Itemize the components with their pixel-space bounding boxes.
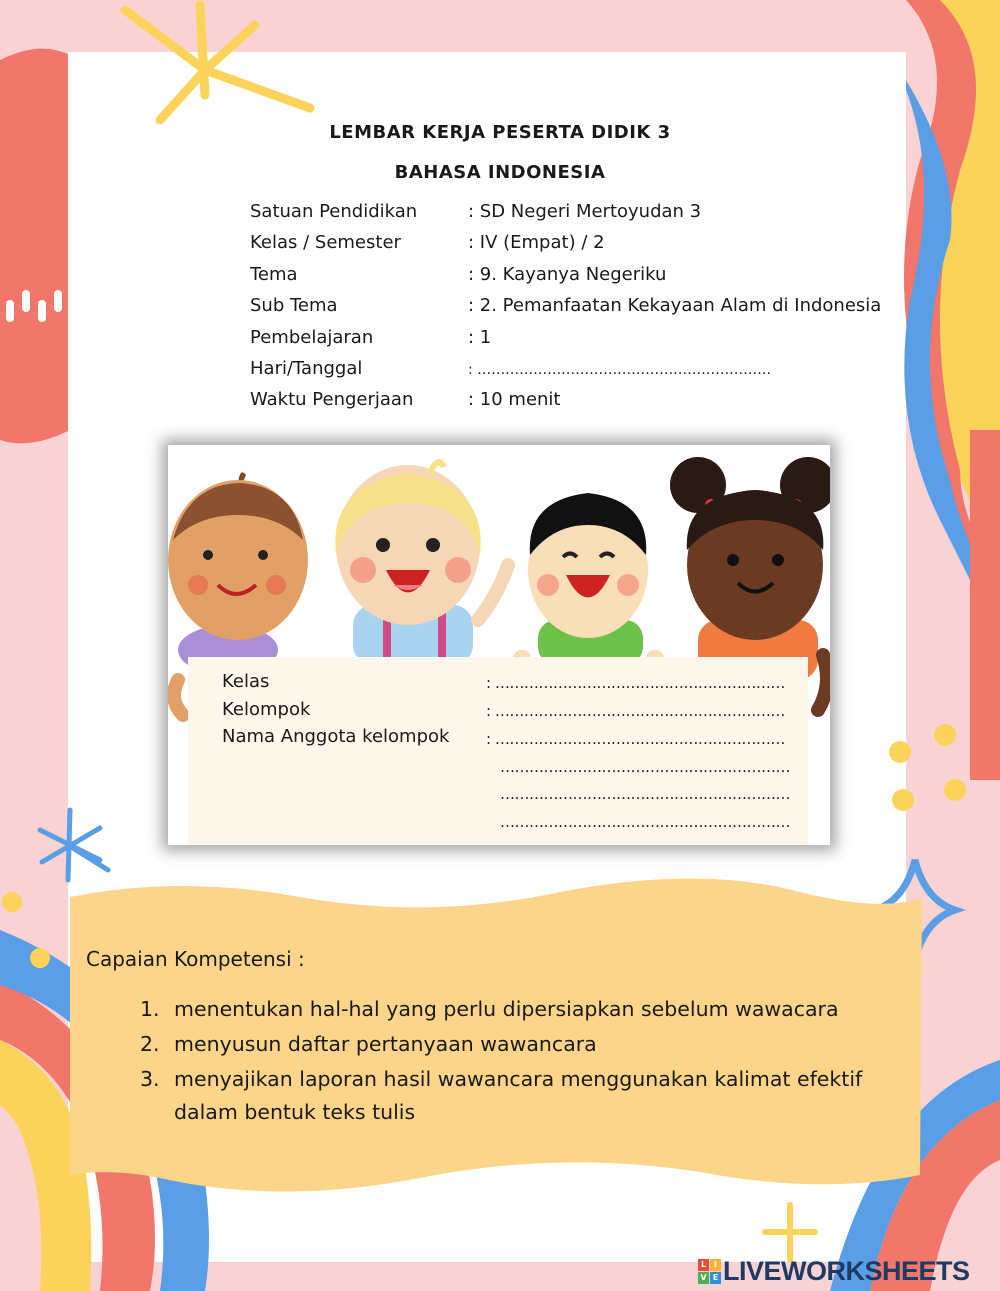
info-value: : 1 — [468, 327, 492, 348]
members-input[interactable]: : …………………………………………………… — [486, 730, 785, 748]
list-text: menentukan hal-hal yang perlu dipersiapkan sebelum wawacara — [174, 997, 839, 1021]
worksheet-subject: BAHASA INDONESIA — [394, 162, 606, 183]
info-label: Kelas / Semester — [250, 232, 401, 253]
info-label: Tema — [250, 264, 298, 285]
info-row — [250, 232, 930, 260]
info-value: : SD Negeri Mertoyudan 3 — [468, 201, 702, 222]
board-label: Nama Anggota kelompok — [222, 726, 450, 747]
info-row — [250, 389, 930, 417]
info-label: Pembelajaran — [250, 327, 374, 348]
list-number: 3. — [140, 1067, 160, 1091]
info-value-date-input[interactable]: : ……………………………………………………… — [468, 362, 772, 378]
child-3 — [513, 493, 664, 670]
liveworksheets-logo[interactable] — [698, 1256, 970, 1286]
class-input[interactable]: : …………………………………………………… — [486, 674, 785, 692]
info-label: Satuan Pendidikan — [250, 201, 418, 222]
list-text: menyusun daftar pertanyaan wawancara — [174, 1032, 597, 1056]
competency-title: Capaian Kompetensi : — [86, 947, 305, 971]
info-value: : 2. Pemanfaatan Kekayaan Alam di Indonesia — [468, 295, 882, 316]
info-value: : IV (Empat) / 2 — [468, 232, 605, 253]
info-row — [250, 264, 930, 292]
info-value: : 9. Kayanya Negeriku — [468, 264, 667, 285]
info-row — [250, 358, 930, 386]
info-row — [250, 295, 930, 323]
members-input-line[interactable]: …………………………………………………… — [500, 813, 790, 831]
info-label: Sub Tema — [250, 295, 338, 316]
members-input-line[interactable]: …………………………………………………… — [500, 758, 790, 776]
liveworksheets-logo-text: LIVEWORKSHEETS — [723, 1255, 970, 1286]
child-2 — [335, 462, 508, 665]
competency-list — [140, 993, 880, 1129]
board-label: Kelas — [222, 671, 270, 692]
list-item — [140, 1063, 880, 1129]
list-item — [140, 993, 880, 1026]
info-label: Waktu Pengerjaan — [250, 389, 414, 410]
list-number: 1. — [140, 997, 160, 1021]
board-label: Kelompok — [222, 699, 311, 720]
info-label: Hari/Tanggal — [250, 358, 363, 379]
info-row — [250, 201, 930, 229]
liveworksheets-logo-icon: L I V E — [698, 1259, 720, 1283]
members-input-line[interactable]: …………………………………………………… — [500, 785, 790, 803]
info-value: : 10 menit — [468, 389, 561, 410]
group-input[interactable]: : …………………………………………………… — [486, 702, 785, 720]
info-row — [250, 327, 930, 355]
list-text: menyajikan laporan hasil wawancara menggunakan kalimat efektif dalam bentuk teks tulis — [174, 1067, 863, 1124]
list-number: 2. — [140, 1032, 160, 1056]
list-item — [140, 1028, 880, 1061]
worksheet-title: LEMBAR KERJA PESERTA DIDIK 3 — [329, 122, 671, 143]
